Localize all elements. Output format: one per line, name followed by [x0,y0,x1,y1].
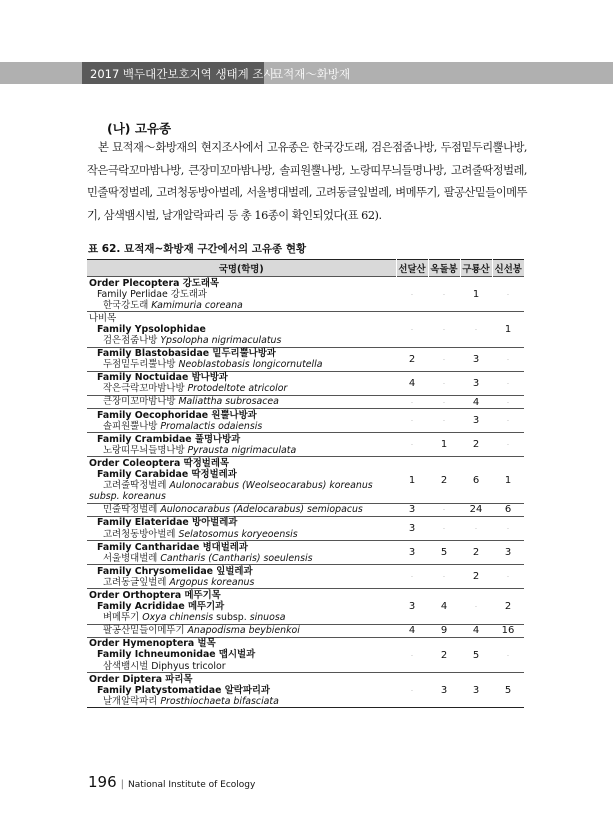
count-cell: 5 [472,649,480,661]
absent-mark: · [442,506,446,515]
section-heading: (나) 고유종 [107,121,172,136]
scientific-name: sinuosa [249,612,286,624]
absent-mark: · [506,573,510,582]
species-name-cell [87,433,396,457]
taxon-line [89,324,396,335]
absent-mark: · [506,379,510,388]
taxon-text: Family Platystomatidae 알락파리과 [97,684,270,696]
table-row [87,637,524,672]
scientific-name: Prosthiochaeta bifasciata [160,695,279,707]
table-row [87,395,524,408]
species-name-cell [87,589,396,624]
taxon-text: Family Crambidae 풀명나방과 [97,433,241,445]
count-cell: 16 [501,625,515,637]
taxon-text: 벼메뚜기 [103,612,143,624]
table-row [87,624,524,637]
count-cell: 2 [504,601,512,613]
count-cell [428,395,460,408]
count-cell: 4 [472,625,480,637]
scientific-name: Promalactis odaiensis [160,420,263,432]
table-row [87,433,524,457]
scientific-name: Aulonocarabus (Adelocarabus) semiopacus [160,504,363,516]
taxon-text: 고려청동방아벌레 [103,528,179,540]
taxon-line [89,661,396,672]
table-row [87,565,524,589]
count-cell [428,371,460,395]
count-cell [396,637,428,672]
table-row [87,673,524,708]
taxon-line [89,469,396,480]
taxon-line [89,612,396,623]
taxon-text: Order Coleoptera 딱정벌레목 [89,457,229,469]
absent-mark: · [506,651,510,660]
count-cell: 1 [504,474,512,486]
taxon-text: Order Hymenoptera 벌목 [89,638,216,650]
taxon-line [89,421,396,432]
absent-mark: · [442,525,446,534]
taxon-text: Family Chrysomelidae 잎벌레과 [97,565,253,577]
taxon-text: Family Ichneumonidae 맵시벌과 [97,649,256,661]
taxon-text: subsp. [213,612,250,624]
taxon-line [89,348,396,359]
col-header-sinseonbong: 신선봉 [492,260,524,277]
scientific-name: Pyrausta nigrimaculata [187,444,297,456]
species-name-cell [87,637,396,672]
count-cell: 24 [469,504,483,516]
taxon-line [89,542,396,553]
taxon-text: 서울병대벌레 [103,552,161,564]
absent-mark: · [410,398,414,407]
count-cell: 3 [472,377,480,389]
count-cell [396,277,428,312]
absent-mark: · [506,417,510,426]
taxon-text: Family Blastobasidae 밑두리뿔나방과 [97,348,276,360]
scientific-name: Maliattha subrosacea [178,396,279,408]
species-name-cell [87,371,396,395]
col-header-seondalsan: 선달산 [396,260,428,277]
count-cell: 2 [472,571,480,583]
count-cell [492,565,524,589]
count-cell: 2 [472,439,480,451]
count-cell: 5 [504,684,512,696]
taxon-text: Family Oecophoridae 원뿔나방과 [97,409,257,421]
count-cell [428,277,460,312]
taxon-text: Order Diptera 파리목 [89,673,193,685]
count-cell: 2 [472,547,480,559]
taxon-text: Family Carabidae 딱정벌레과 [97,469,237,481]
taxon-text: 큰장미꼬마밤나방 [103,396,179,408]
count-cell: 1 [504,323,512,335]
count-cell [428,347,460,371]
col-header-okdolbong: 옥돌봉 [428,260,460,277]
table-row [87,457,524,503]
species-name-cell [87,673,396,708]
taxon-text: 고려줄딱정벌레 [103,480,170,492]
absent-mark: · [410,441,414,450]
taxon-text: 팔공산밑들이메뚜기 [103,625,188,637]
count-cell: 2 [440,474,448,486]
taxon-line [89,491,396,502]
absent-mark: · [506,355,510,364]
taxon-text: Order Orthoptera 메뚜기목 [89,589,221,601]
count-cell: 5 [440,547,448,559]
scientific-name: Argopus koreanus [169,576,255,588]
absent-mark: · [506,290,510,299]
count-cell [396,312,428,347]
table-row [87,347,524,371]
species-name-cell [87,503,396,516]
taxon-line [89,434,396,445]
absent-mark: · [410,573,414,582]
absent-mark: · [442,573,446,582]
absent-mark: · [474,603,478,612]
species-name-cell [87,457,396,503]
taxon-line [89,504,396,515]
taxon-text: 날개알락파리 [103,695,161,707]
absent-mark: · [506,441,510,450]
table-row [87,312,524,347]
taxon-text: Family Noctuidae 밤나방과 [97,372,228,384]
taxon-text: Family Acrididae 메뚜기과 [97,601,225,613]
table-row [87,516,524,540]
species-name-cell [87,624,396,637]
col-header-name: 국명(학명) [87,260,396,277]
count-cell [396,409,428,433]
species-name-cell [87,277,396,312]
absent-mark: · [442,398,446,407]
endemic-species-table [87,259,524,708]
taxon-line [89,566,396,577]
count-cell [492,371,524,395]
count-cell [492,433,524,457]
body-paragraph [87,137,527,227]
count-cell: 3 [408,547,416,559]
count-cell: 3 [472,415,480,427]
scientific-name: Anapodisma beybienkoi [187,625,300,637]
taxon-line [89,638,396,649]
table-header-row [87,260,524,277]
taxon-line [89,410,396,421]
taxon-text: 삼색뱀시벌 Diphyus tricolor [103,660,226,672]
taxon-text: Family Elateridae 방아벌레과 [97,517,238,529]
scientific-name: Neoblastobasis longicornutella [178,359,323,371]
taxon-line [89,458,396,469]
absent-mark: · [442,325,446,334]
count-cell [492,277,524,312]
taxon-line [89,601,396,612]
species-name-cell [87,347,396,371]
count-cell [428,516,460,540]
taxon-line [89,685,396,696]
scientific-name: Ypsolopha nigrimaculatus [160,334,282,346]
count-cell [396,673,428,708]
count-cell [460,589,492,624]
table-row [87,277,524,312]
scientific-name: Protodeltote atricolor [187,383,288,395]
species-name-cell [87,516,396,540]
taxon-text: 한국강도래 [103,299,152,311]
taxon-line [89,517,396,528]
taxon-line [89,480,396,491]
table-row [87,371,524,395]
count-cell: 9 [440,625,448,637]
taxon-line [89,289,396,300]
count-cell [492,347,524,371]
count-cell [460,312,492,347]
taxon-text: Order Plecoptera 강도래목 [89,277,219,289]
taxon-line [89,383,396,394]
species-name-cell [87,565,396,589]
count-cell [396,395,428,408]
absent-mark: · [410,325,414,334]
taxon-text: 솔피원뿔나방 [103,420,161,432]
absent-mark: · [506,398,510,407]
count-cell [396,565,428,589]
count-cell: 4 [408,377,416,389]
species-name-cell [87,409,396,433]
count-cell: 3 [440,684,448,696]
taxon-line [89,529,396,540]
taxon-line [89,278,396,289]
count-cell [460,516,492,540]
count-cell: 1 [440,439,448,451]
taxon-text: Family Ypsolophidae [97,323,206,335]
count-cell: 3 [472,684,480,696]
table-row [87,589,524,624]
absent-mark: · [506,525,510,534]
taxon-text: 민줄딱정벌레 [103,504,161,516]
scientific-name: Oxya chinensis [142,612,214,624]
count-cell: 2 [440,649,448,661]
taxon-text: 작은극락꼬마밤나방 [103,383,188,395]
footer-separator: | [120,779,125,790]
taxon-line [89,372,396,383]
absent-mark: · [442,355,446,364]
count-cell [428,565,460,589]
scientific-name: Aulonocarabus (Weolseocarabus) koreanus [169,480,373,492]
institution-name: National Institute of Ecology [128,780,256,790]
taxon-line [89,649,396,660]
scientific-name: Selatosomus koryeoensis [178,528,298,540]
count-cell: 4 [408,625,416,637]
scientific-name: subsp. koreanus [89,491,166,503]
absent-mark: · [410,651,414,660]
count-cell [428,312,460,347]
paragraph-text: 본 묘적재～화방재의 현지조사에서 고유종은 한국강도래, 검은점줌나방, 두점밑두리뿔나방, 작은극락꼬마밤나방, 큰장미꼬마밤나방, 솔피원뿔나방, 노랑띠무늬들명나방, 고려줄딱정벌레, 민줄딱정벌레, 고려청동방아벌레, 서울병대벌레, 고려동글잎벌레, 벼메뚜기, 팔공산밑들이메뚜기, 삼색뱀시벌, 날개알락파리 등 총 16종이 확인되었다(표 62). [87,141,527,222]
species-name-cell [87,312,396,347]
taxon-line [89,396,396,407]
taxon-line [89,313,396,324]
count-cell: 3 [408,523,416,535]
taxon-line [89,359,396,370]
count-cell: 4 [472,396,480,408]
scientific-name: Cantharis (Cantharis) soeulensis [160,552,313,564]
count-cell: 3 [408,601,416,613]
page-footer [88,772,255,791]
absent-mark: · [442,417,446,426]
taxon-text: Family Perlidae 강도래과 [97,288,207,300]
absent-mark: · [442,290,446,299]
absent-mark: · [410,290,414,299]
section-range: 묘적재～화방재 [272,67,351,81]
taxon-text: 두점밑두리뿔나방 [103,359,179,371]
table-row [87,503,524,516]
taxon-line [89,445,396,456]
absent-mark: · [474,325,478,334]
count-cell: 3 [504,547,512,559]
taxon-text: Family Cantharidae 병대벌레과 [97,541,248,553]
taxon-line [89,674,396,685]
table-row [87,409,524,433]
species-name-cell [87,541,396,565]
count-cell: 2 [408,353,416,365]
absent-mark: · [410,686,414,695]
absent-mark: · [442,379,446,388]
table-row [87,541,524,565]
count-cell [492,516,524,540]
page-number: 196 [88,773,117,791]
count-cell: 6 [504,504,512,516]
report-title: 2017 백두대간보호지역 생태계 조사 [90,67,275,81]
taxon-text: 고려동글잎벌레 [103,576,170,588]
taxon-line [89,696,396,707]
count-cell [492,409,524,433]
count-cell [396,433,428,457]
count-cell [428,409,460,433]
count-cell: 6 [472,474,480,486]
taxon-line [89,335,396,346]
taxon-line [89,625,396,636]
col-header-guryongsan: 구룡산 [460,260,492,277]
absent-mark: · [410,417,414,426]
count-cell [492,637,524,672]
count-cell: 3 [472,353,480,365]
count-cell: 4 [440,601,448,613]
count-cell: 3 [408,504,416,516]
taxon-text: 나비목 [89,312,117,324]
taxon-line [89,590,396,601]
taxon-line [89,553,396,564]
taxon-line [89,577,396,588]
count-cell [428,503,460,516]
species-name-cell [87,395,396,408]
count-cell: 1 [472,288,480,300]
taxon-text: 검은점줌나방 [103,334,161,346]
count-cell: 1 [408,474,416,486]
count-cell [492,395,524,408]
absent-mark: · [474,525,478,534]
scientific-name: Kamimuria coreana [151,299,243,311]
taxon-line [89,300,396,311]
table-caption: 표 62. 묘적재~화방재 구간에서의 고유종 현황 [88,243,307,255]
taxon-text: 노랑띠무늬들명나방 [103,444,188,456]
